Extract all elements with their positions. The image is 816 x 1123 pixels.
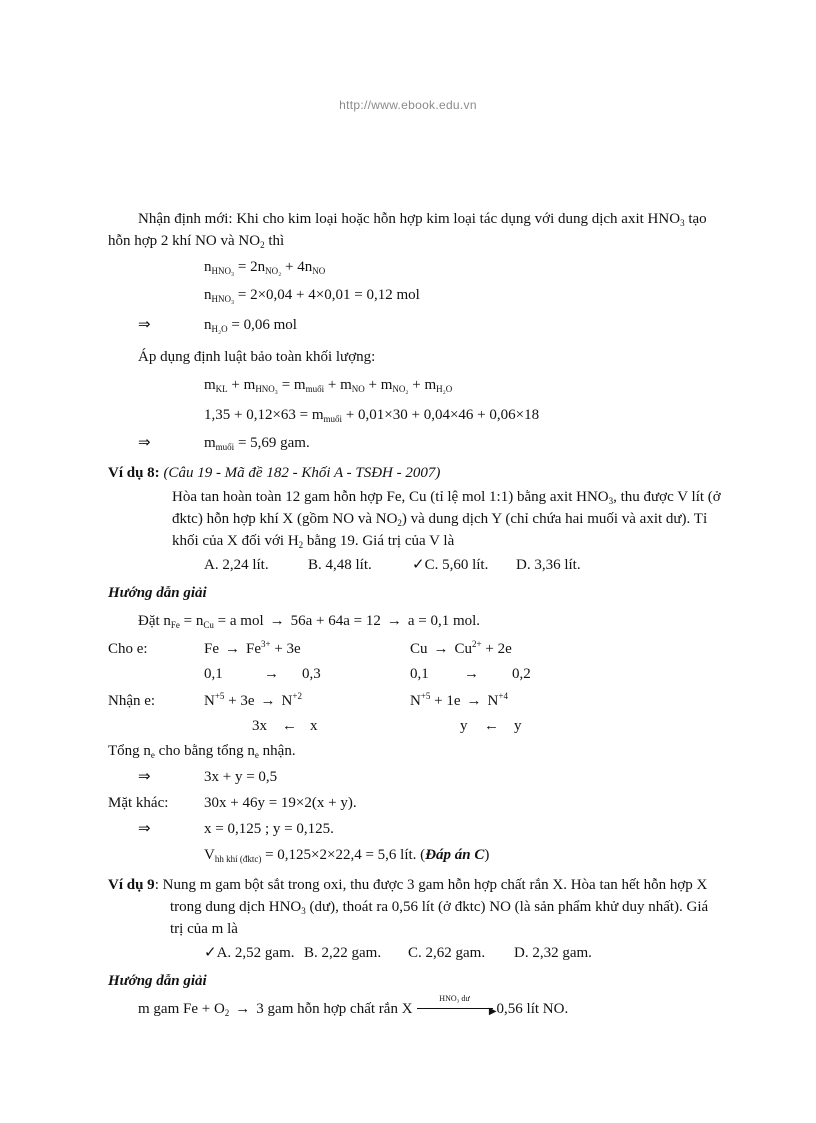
example-8-options [204, 556, 581, 574]
example-9-question-line-2: trong dung dịch $HNO_3$ (dư), thoát ra 0,56 lít (ở đktc) NO (là sản phẩm khử duy nhất). Giá [170, 899, 709, 916]
fe-values-a: 0,1 [204, 666, 223, 682]
receive-electron-label: Nhận e: [108, 693, 156, 709]
n2-values-a: 3x [252, 718, 267, 734]
example-8-question-line-2: đktc) hỗn hợp khí X (gồm NO và $NO_2$) và dung dịch Y (chỉ chứa hai muối và axit dư). Tỉ [172, 511, 708, 528]
option-c: C. 2,62 gam. [408, 945, 486, 961]
answer-label: Đáp án C [425, 847, 485, 863]
example-9-question-line-3: trị của m là [170, 921, 238, 937]
solution-8-title: Hướng dẫn giải [108, 585, 207, 601]
n2-values-b: x [310, 718, 318, 734]
n2-values-arrow: ← [282, 718, 297, 734]
electron-balance-statement: Tổng $n_e$ cho bằng tổng $n_e$ nhận. [108, 743, 296, 760]
cu-values-arrow: → [464, 666, 479, 682]
n4-values-b: y [514, 718, 522, 734]
option-d: D. 3,36 lít. [516, 557, 581, 573]
intro-line-2: hỗn hợp 2 khí NO và $NO_2$ thì [108, 233, 285, 250]
n4-values-arrow: ← [484, 718, 499, 734]
implies-arrow: ⇒ [138, 435, 151, 451]
give-electron-label: Cho e: [108, 641, 148, 657]
equation-molar-mass: 30x + 46y = 19×2(x + y). [204, 795, 357, 811]
equation-nhno3-value: $n_{HNO_3} = 2\times 0,04 + 4\times 0,01 = 0,12$ mol [204, 287, 420, 304]
cu-values-b: 0,2 [512, 666, 531, 682]
example-9-options [204, 944, 592, 962]
solution-9-title: Hướng dẫn giải [108, 973, 207, 989]
example-9-question-line-1: Ví dụ 9: Nung m gam bột sắt trong oxi, thu được 3 gam hỗn hợp chất rắn X. Hòa tan hết hỗn hợp X [108, 877, 708, 893]
equation-mass-balance: $m_{KL} + m_{HNO_3} = m_{muối} + m_{NO} + m_{NO_2} + m_{H_2O}$ [204, 377, 453, 394]
example-8-question-line-1: Hòa tan hoàn toàn 12 gam hỗn hợp Fe, Cu (tỉ lệ mol 1:1) bằng axit $HNO_3$, thu được V lít (ở [172, 489, 721, 506]
checkmark-icon: ✓ [412, 557, 425, 573]
option-a: A. 2,24 lít. [204, 557, 269, 573]
equation-nh2o: $n_{H_2O} = 0,06$ mol [204, 317, 297, 334]
equation-mass-values: $1,35 + 0,12\times 63 = m_{muối} + 0,01\times 30 + 0,04\times 46 + 0,06\times 18$ [204, 407, 540, 424]
implies-arrow: ⇒ [138, 821, 151, 837]
option-c-correct: ✓C. 5,60 lít. [412, 557, 489, 573]
cu-values-a: 0,1 [410, 666, 429, 682]
option-d: D. 2,32 gam. [514, 945, 592, 961]
checkmark-icon: ✓ [204, 945, 217, 961]
other-hand-label: Mặt khác: [108, 795, 169, 811]
page-header-url: http://www.ebook.edu.vn [339, 98, 477, 112]
n5-to-n2-reduction: $N^{+5} + 3e \to N^{+2}$ [204, 691, 302, 709]
option-b: B. 2,22 gam. [304, 945, 382, 961]
fe-oxidation: $Fe \to Fe^{3+} + 3e$ [204, 639, 301, 657]
implies-arrow: ⇒ [138, 317, 151, 333]
fe-values-b: 0,3 [302, 666, 321, 682]
fe-values-arrow: → [264, 666, 279, 682]
n4-values-a: y [460, 718, 468, 734]
equation-nhno3-formula: $n_{HNO_3} = 2n_{NO_2} + 4n_{NO}$ [204, 259, 326, 276]
implies-arrow: ⇒ [138, 769, 151, 785]
option-b: B. 4,48 lít. [308, 557, 372, 573]
intro-line-1: Nhận định mới: Khi cho kim loại hoặc hỗn hợp kim loại tác dụng với dung dịch axit $HNO_3$ tạo [138, 211, 707, 228]
conservation-law-text: Áp dụng định luật bảo toàn khối lượng: [138, 349, 376, 365]
cu-oxidation: $Cu \to Cu^{2+} + 2e$ [410, 639, 512, 657]
equation-xy-solution: x = 0,125 ; y = 0,125. [204, 821, 334, 837]
solution-9-scheme: m gam $Fe + O_2 \to 3$ gam hỗn hợp chất rắn X HNO₃ dư ▶ 0,56 lít NO. [138, 994, 569, 1018]
equation-m-salt: $m_{muối} = 5,69$ gam. [204, 435, 310, 452]
reaction-arrow-with-reagent: HNO₃ dư ▶ [417, 1000, 493, 1018]
equation-volume-answer: $V_{hh khí (đktc)} = 0,125\times 2\times 22,4 = 5,6$ lít. (Đáp án C) [204, 847, 490, 864]
example-8-question-line-3: khối của X đối với $H_2$ bằng 19. Giá trị của V là [172, 533, 455, 550]
n5-to-n4-reduction: $N^{+5} + 1e \to N^{+4}$ [410, 691, 508, 709]
example-8-heading: Ví dụ 8: (Câu 19 - Mã đề 182 - Khối A - TSĐH - 2007) [108, 465, 441, 481]
equation-electron-sum: 3x + y = 0,5 [204, 769, 278, 785]
solution-8-setup: Đặt $n_{Fe} = n_{Cu} = a$ mol → 56a + 64a = 12 → a = 0,1 mol. [138, 613, 481, 630]
option-a-correct: ✓A. 2,52 gam. [204, 945, 295, 961]
